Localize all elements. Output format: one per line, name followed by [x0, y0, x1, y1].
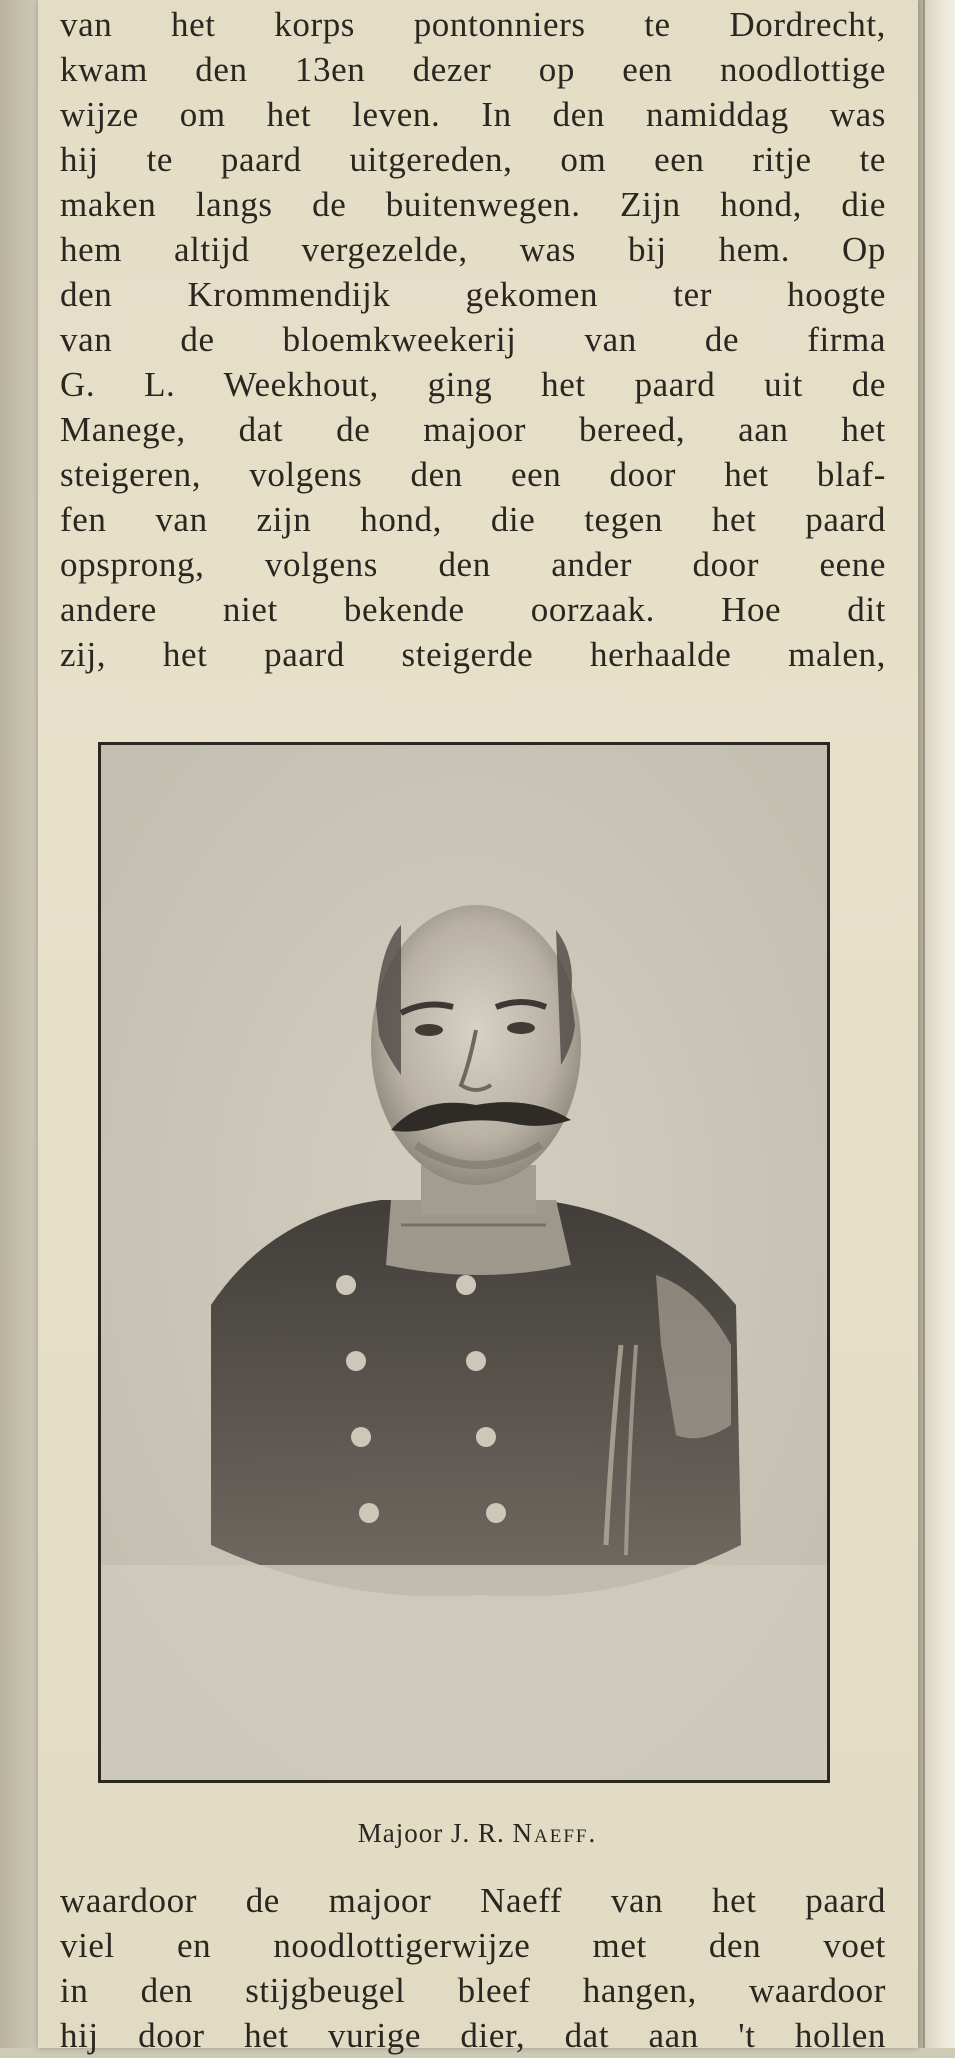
text-line: viel en noodlottigerwijze met den voet	[60, 1926, 886, 1965]
text-line: hem altijd vergezelde, was bij hem. Op	[60, 230, 886, 269]
text-line: Manege, dat de majoor bereed, aan het	[60, 410, 886, 449]
photo-caption	[0, 1818, 955, 1849]
text-line: waardoor de majoor Naeff van het paard	[60, 1881, 886, 1920]
text-line: den Krommendijk gekomen ter hoogte	[60, 275, 886, 314]
text-line: wijze om het leven. In den namiddag was	[60, 95, 886, 134]
caption-title: Majoor J. R.	[357, 1818, 505, 1848]
text-line: steigeren, volgens den een door het blaf-	[60, 455, 886, 494]
text-line: fen van zijn hond, die tegen het paard	[60, 500, 886, 539]
text-line: hij door het vurige dier, dat aan 't hollen	[60, 2016, 886, 2055]
portrait-photo	[98, 742, 830, 1783]
text-line: in den stijgbeugel bleef hangen, waardoor	[60, 1971, 886, 2010]
text-line: opsprong, volgens den ander door eene	[60, 545, 886, 584]
text-line: maken langs de buitenwegen. Zijn hond, die	[60, 185, 886, 224]
caption-name: Naeff.	[512, 1818, 598, 1848]
text-line: zij, het paard steigerde herhaalde malen,	[60, 635, 886, 674]
text-line: G. L. Weekhout, ging het paard uit de	[60, 365, 886, 404]
text-line: van de bloemkweekerij van de firma	[60, 320, 886, 359]
article-text-top	[60, 2, 886, 677]
text-line: kwam den 13en dezer op een noodlottige	[60, 50, 886, 89]
portrait-illustration	[101, 745, 827, 1780]
text-line: hij te paard uitgereden, om een ritje te	[60, 140, 886, 179]
article-text-bottom	[60, 1878, 886, 2058]
adjacent-page-edge	[923, 0, 955, 2048]
text-line: van het korps pontonniers te Dordrecht,	[60, 5, 886, 44]
text-line: andere niet bekende oorzaak. Hoe dit	[60, 590, 886, 629]
